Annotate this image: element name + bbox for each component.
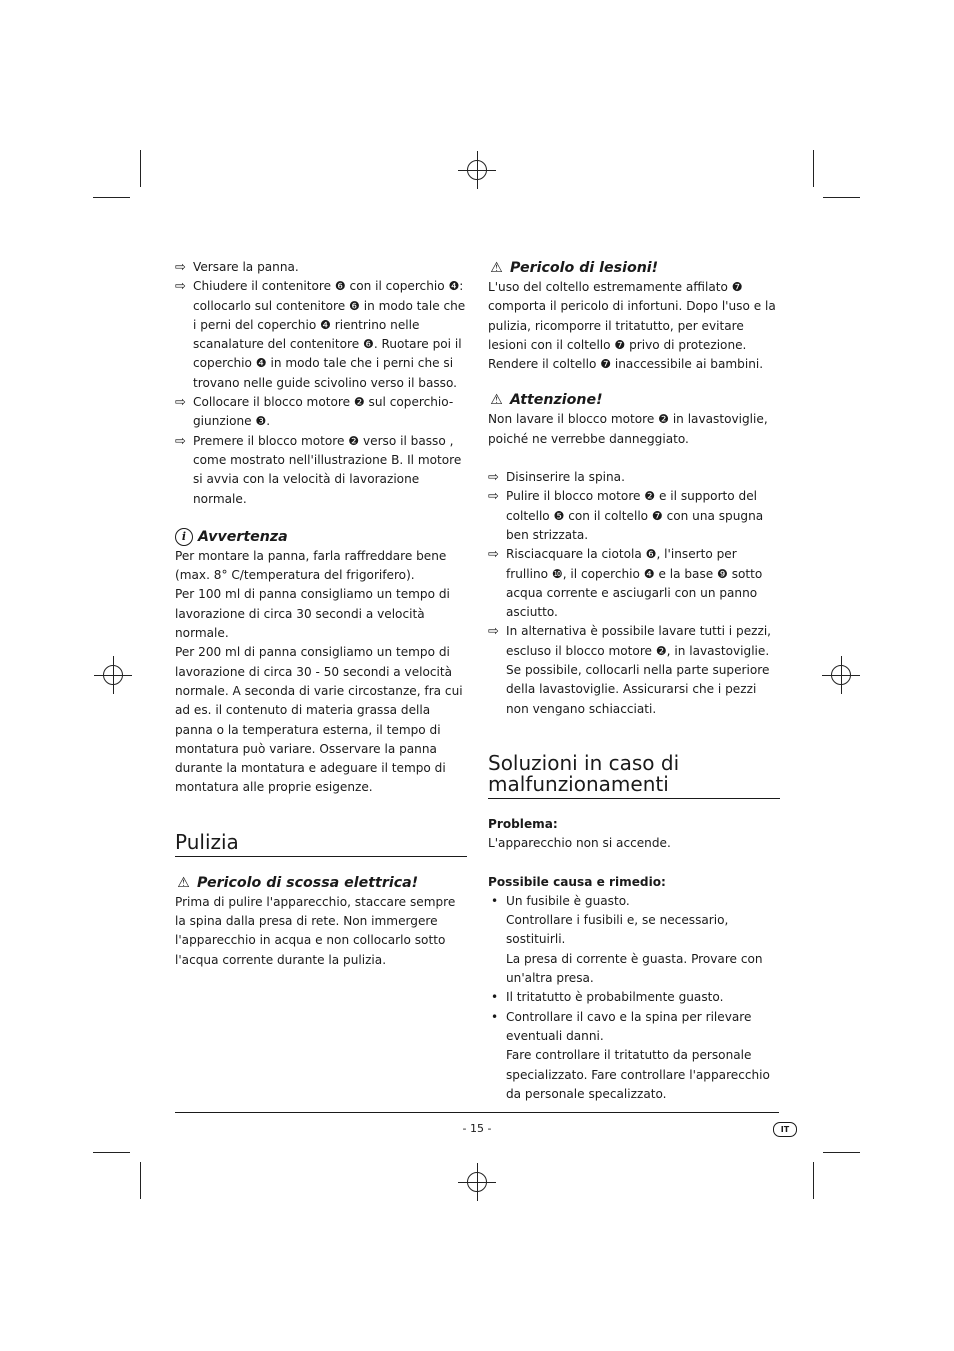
warning-heading (488, 258, 780, 278)
arrow-right-icon: ⇨ (488, 547, 499, 563)
note-paragraph: Per 100 ml di panna consigliamo un tempo di lavorazione di circa 30 secondi a velocità normale. (175, 587, 450, 641)
cleaning-step (488, 622, 780, 718)
arrow-right-icon: ⇨ (488, 489, 499, 505)
registration-mark-icon (458, 151, 496, 189)
crop-mark (823, 1152, 860, 1153)
list-item-text: Controllare i fusibili e, se necessario, sostituirli. (506, 913, 729, 947)
arrow-right-icon: ⇨ (488, 470, 499, 486)
registration-mark-icon (822, 656, 860, 694)
bullet-icon: • (491, 1009, 499, 1024)
attention-heading (488, 390, 780, 410)
registration-mark-icon (94, 656, 132, 694)
problem-label: Problema: (488, 816, 558, 831)
problem-text: L'apparecchio non si accende. (488, 836, 671, 851)
footer-divider (175, 1112, 779, 1113)
warning-icon: ⚠ (177, 874, 190, 891)
list-item-text: Fare controllare il tritatutto da personale specializzato. Fare controllare l'apparecchio da personale specalizzato. (506, 1048, 770, 1101)
warning-heading-text: Pericolo di scossa elettrica! (197, 874, 419, 891)
arrow-right-icon: ⇨ (175, 433, 186, 449)
crop-mark (93, 197, 130, 198)
step-text: Risciacquare la ciotola ❻, l'inserto per frullino ❿, il coperchio ❹ e la base ❾ sotto acqua corrente e asciugarli con un panno asciutto. (506, 547, 763, 620)
note-heading-text: Avvertenza (198, 528, 288, 545)
cleaning-step (488, 487, 780, 545)
instruction-step (175, 258, 467, 277)
warning-paragraph: L'uso del coltello estremamente affilato ❼ comporta il pericolo di infortuni. Dopo l'uso e la pulizia, ricomporre il tritatutto, per evitare lesioni con il coltello ❼ privo di protezione. Rendere il coltello ❼ inaccessibile ai bambini. (488, 280, 776, 372)
list-item-text: Il tritatutto è probabilmente guasto. (506, 990, 724, 1005)
cause-label: Possibile causa e rimedio: (488, 874, 666, 889)
info-icon: i (175, 528, 193, 546)
instruction-step (175, 393, 467, 432)
instruction-step (175, 277, 467, 393)
arrow-right-icon: ⇨ (175, 260, 186, 275)
step-text: Premere il blocco motore ❷ verso il basso , come mostrato nell'illustrazione B. Il motore si avvia con la velocità di lavorazione normale. (193, 433, 462, 506)
section-title-cleaning: Pulizia (175, 832, 467, 857)
left-column (175, 258, 467, 970)
crop-mark (140, 1162, 141, 1199)
right-column (488, 258, 780, 1104)
instruction-step (175, 432, 467, 509)
cleaning-step (488, 468, 780, 487)
step-text: Chiudere il contenitore ❻ con il coperchio ❹: collocarlo sul contenitore ❻ in modo tale che i perni del coperchio ❹ rientrino nelle scanalature del contenitore ❻. Ruotare poi il coperchio ❹ in modo tale che i perni che si trovano nelle guide scivolino verso il basso. (193, 279, 466, 390)
note-heading (175, 527, 467, 547)
list-item-text: La presa di corrente è guasta. Provare con un'altra presa. (506, 951, 763, 986)
warning-icon: ⚠ (490, 260, 503, 276)
attention-paragraph: Non lavare il blocco motore ❷ in lavastoviglie, poiché ne verrebbe danneggiato. (488, 412, 768, 446)
arrow-right-icon: ⇨ (175, 279, 186, 295)
arrow-right-icon: ⇨ (175, 395, 186, 411)
list-item-text: Un fusibile è guasto. (506, 893, 630, 908)
crop-mark (813, 1162, 814, 1199)
step-text: Versare la panna. (193, 260, 299, 274)
note-paragraph: Per 200 ml di panna consigliamo un tempo di lavorazione di circa 30 - 50 secondi a velocità normale. A seconda di varie circostanze, fra cui ad es. il contenuto di materia grassa della panna o la temperatura esterna, il tempo di montatura può variare. Osservare la panna durante la montatura e adeguare il tempo di montatura alle proprie esigenze. (175, 645, 463, 795)
registration-mark-icon (458, 1163, 496, 1201)
warning-icon: ⚠ (490, 392, 503, 409)
step-text: Disinserire la spina. (506, 470, 625, 485)
section-title-troubleshooting: Soluzioni in caso di malfunzionamenti (488, 753, 780, 799)
step-text: Collocare il blocco motore ❷ sul coperchio-giunzione ❸. (193, 395, 454, 429)
warning-paragraph: Prima di pulire l'apparecchio, staccare sempre la spina dalla presa di rete. Non immergere l'apparecchio in acqua e non collocarlo sotto l'acqua corrente durante la pulizia. (175, 894, 456, 967)
cleaning-step (488, 545, 780, 622)
crop-mark (140, 150, 141, 187)
bullet-icon: • (491, 990, 499, 1005)
step-text: Pulire il blocco motore ❷ e il supporto del coltello ❺ con il coltello ❼ con una spugna ben strizzata. (506, 489, 764, 542)
attention-heading-text: Attenzione! (510, 392, 603, 409)
list-item-text: Controllare il cavo e la spina per rilevare eventuali danni. (506, 1009, 752, 1043)
crop-mark (93, 1152, 130, 1153)
bullet-icon: • (491, 893, 499, 908)
language-badge: IT (773, 1122, 797, 1137)
list-item (488, 1008, 780, 1104)
note-paragraph: Per montare la panna, farla raffreddare bene (max. 8° C/temperatura del frigorifero). (175, 548, 447, 583)
warning-heading-text: Pericolo di lesioni! (510, 260, 659, 276)
list-item (488, 892, 780, 988)
page-number: - 15 - (462, 1122, 492, 1135)
crop-mark (813, 150, 814, 187)
crop-mark (823, 197, 860, 198)
list-item (488, 988, 780, 1007)
step-text: In alternativa è possibile lavare tutti i pezzi, escluso il blocco motore ❷, in lavastoviglie. Se possibile, collocarli nella parte superiore della lavastoviglie. Assicurarsi che i pezzi non vengano schiacciati. (506, 624, 772, 716)
warning-heading (175, 873, 467, 893)
arrow-right-icon: ⇨ (488, 624, 499, 640)
